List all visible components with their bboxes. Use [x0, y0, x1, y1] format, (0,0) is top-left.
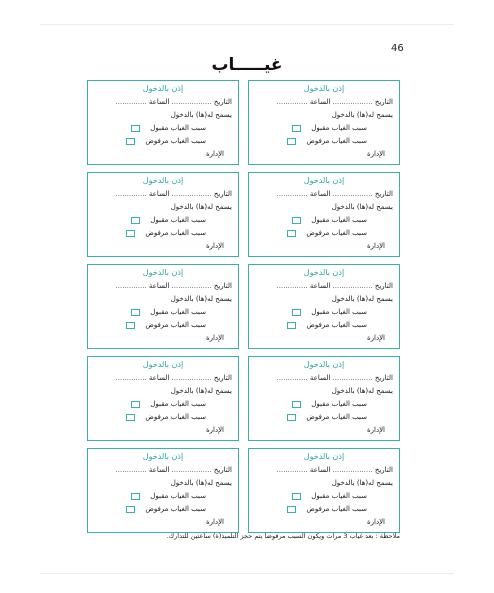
date-field[interactable]: ..................: [332, 190, 373, 198]
allowed-entry-text: يسمح له(ها) بالدخول: [170, 387, 232, 395]
top-rule: [40, 24, 454, 25]
reason-rejected-label: سبب الغياب مرفوض: [306, 137, 367, 145]
reason-accepted-checkbox[interactable]: [292, 401, 301, 408]
time-field[interactable]: ..............: [115, 466, 147, 474]
time-field[interactable]: ..............: [115, 282, 147, 290]
date-time-row: [94, 96, 232, 109]
reason-rejected-label: سبب الغياب مرفوض: [306, 413, 367, 421]
page-title: غيـــــاب: [211, 55, 283, 75]
time-label: الساعة: [148, 98, 170, 106]
date-time-row: [255, 372, 393, 385]
permission-slip-card: [248, 448, 400, 533]
time-field[interactable]: ..............: [276, 98, 308, 106]
date-time-row: [255, 280, 393, 293]
slip-title: إذن بالدخول: [142, 176, 184, 185]
time-label: الساعة: [309, 190, 331, 198]
date-label: التاريخ: [374, 466, 393, 474]
time-label: الساعة: [309, 374, 331, 382]
permission-slip-card: [248, 264, 400, 349]
date-label: التاريخ: [213, 466, 232, 474]
reason-rejected-checkbox[interactable]: [287, 230, 296, 237]
reason-rejected-checkbox[interactable]: [126, 138, 135, 145]
permission-slip-card: [87, 264, 239, 349]
allowed-entry-text: يسمح له(ها) بالدخول: [170, 111, 232, 119]
reason-accepted-label: سبب الغياب مقبول: [311, 492, 367, 500]
time-field[interactable]: ..............: [115, 190, 147, 198]
footer-note: ملاحظة : بعد غياب 3 مرات ويكون السبب مرفوضا يتم حجز التلميذ(ة) ساعتين للتدارك.: [166, 532, 400, 540]
reason-rejected-checkbox[interactable]: [287, 138, 296, 145]
allowed-entry-text: يسمح له(ها) بالدخول: [331, 387, 393, 395]
date-label: التاريخ: [374, 282, 393, 290]
reason-rejected-checkbox[interactable]: [126, 506, 135, 513]
reason-accepted-label: سبب الغياب مقبول: [311, 308, 367, 316]
date-time-row: [94, 188, 232, 201]
date-label: التاريخ: [213, 98, 232, 106]
date-label: التاريخ: [213, 374, 232, 382]
reason-accepted-row: [255, 122, 393, 135]
allowed-entry-text: يسمح له(ها) بالدخول: [170, 295, 232, 303]
date-field[interactable]: ..................: [332, 374, 373, 382]
time-field[interactable]: ..............: [276, 466, 308, 474]
reason-accepted-label: سبب الغياب مقبول: [311, 124, 367, 132]
page-number: 46: [391, 43, 404, 54]
time-field[interactable]: ..............: [276, 282, 308, 290]
reason-rejected-checkbox[interactable]: [126, 230, 135, 237]
date-time-row: [255, 96, 393, 109]
allowed-entry-text: يسمح له(ها) بالدخول: [331, 111, 393, 119]
reason-accepted-row: [255, 306, 393, 319]
time-field[interactable]: ..............: [115, 98, 147, 106]
reason-rejected-row: [94, 227, 232, 240]
time-label: الساعة: [148, 466, 170, 474]
reason-rejected-row: [255, 135, 393, 148]
reason-accepted-checkbox[interactable]: [131, 493, 140, 500]
reason-rejected-row: [255, 227, 393, 240]
bottom-rule: [40, 573, 454, 574]
date-time-row: [94, 372, 232, 385]
time-label: الساعة: [309, 466, 331, 474]
administration-signature: الإدارة: [366, 334, 385, 342]
permission-slip-card: [87, 356, 239, 441]
permission-slip-card: [87, 448, 239, 533]
reason-accepted-label: سبب الغياب مقبول: [150, 400, 206, 408]
reason-accepted-checkbox[interactable]: [292, 493, 301, 500]
time-label: الساعة: [148, 282, 170, 290]
reason-accepted-row: [94, 122, 232, 135]
slip-title: إذن بالدخول: [142, 360, 184, 369]
reason-accepted-checkbox[interactable]: [131, 125, 140, 132]
reason-accepted-label: سبب الغياب مقبول: [150, 216, 206, 224]
reason-accepted-row: [94, 214, 232, 227]
reason-rejected-label: سبب الغياب مرفوض: [306, 321, 367, 329]
reason-rejected-label: سبب الغياب مرفوض: [306, 229, 367, 237]
reason-rejected-checkbox[interactable]: [126, 322, 135, 329]
reason-rejected-label: سبب الغياب مرفوض: [306, 505, 367, 513]
slip-title: إذن بالدخول: [142, 84, 184, 93]
administration-signature: الإدارة: [366, 518, 385, 526]
reason-rejected-label: سبب الغياب مرفوض: [145, 413, 206, 421]
reason-accepted-row: [94, 398, 232, 411]
reason-accepted-row: [94, 306, 232, 319]
reason-accepted-label: سبب الغياب مقبول: [150, 124, 206, 132]
administration-signature: الإدارة: [366, 426, 385, 434]
reason-rejected-row: [94, 135, 232, 148]
permission-slip-card: [87, 172, 239, 257]
date-time-row: [255, 188, 393, 201]
reason-rejected-label: سبب الغياب مرفوض: [145, 321, 206, 329]
permission-slips-grid: [87, 80, 400, 533]
slip-title: إذن بالدخول: [303, 360, 345, 369]
date-label: التاريخ: [374, 374, 393, 382]
administration-signature: الإدارة: [205, 518, 224, 526]
reason-accepted-checkbox[interactable]: [131, 309, 140, 316]
permission-slip-card: [87, 80, 239, 165]
allowed-entry-text: يسمح له(ها) بالدخول: [170, 203, 232, 211]
date-field[interactable]: ..................: [332, 282, 373, 290]
time-field[interactable]: ..............: [276, 374, 308, 382]
reason-rejected-checkbox[interactable]: [287, 506, 296, 513]
reason-accepted-checkbox[interactable]: [292, 125, 301, 132]
date-time-row: [94, 464, 232, 477]
reason-rejected-row: [255, 411, 393, 424]
date-label: التاريخ: [213, 282, 232, 290]
reason-accepted-label: سبب الغياب مقبول: [150, 308, 206, 316]
reason-accepted-checkbox[interactable]: [292, 217, 301, 224]
reason-rejected-label: سبب الغياب مرفوض: [145, 505, 206, 513]
reason-accepted-row: [255, 214, 393, 227]
reason-rejected-label: سبب الغياب مرفوض: [145, 137, 206, 145]
reason-accepted-label: سبب الغياب مقبول: [311, 400, 367, 408]
time-label: الساعة: [309, 98, 331, 106]
reason-rejected-row: [255, 503, 393, 516]
administration-signature: الإدارة: [366, 150, 385, 158]
reason-accepted-label: سبب الغياب مقبول: [150, 492, 206, 500]
reason-accepted-label: سبب الغياب مقبول: [311, 216, 367, 224]
date-field[interactable]: ..................: [332, 98, 373, 106]
date-time-row: [255, 464, 393, 477]
reason-rejected-row: [255, 319, 393, 332]
date-label: التاريخ: [374, 190, 393, 198]
date-field[interactable]: ..................: [171, 190, 212, 198]
reason-rejected-checkbox[interactable]: [287, 414, 296, 421]
time-label: الساعة: [148, 374, 170, 382]
date-label: التاريخ: [213, 190, 232, 198]
reason-accepted-row: [255, 490, 393, 503]
administration-signature: الإدارة: [366, 242, 385, 250]
allowed-entry-text: يسمح له(ها) بالدخول: [331, 295, 393, 303]
date-time-row: [94, 280, 232, 293]
slip-title: إذن بالدخول: [142, 268, 184, 277]
permission-slip-card: [248, 172, 400, 257]
allowed-entry-text: يسمح له(ها) بالدخول: [170, 479, 232, 487]
time-field[interactable]: ..............: [115, 374, 147, 382]
reason-rejected-label: سبب الغياب مرفوض: [145, 229, 206, 237]
reason-rejected-row: [94, 319, 232, 332]
reason-accepted-checkbox[interactable]: [292, 309, 301, 316]
administration-signature: الإدارة: [205, 242, 224, 250]
administration-signature: الإدارة: [205, 150, 224, 158]
date-field[interactable]: ..................: [171, 98, 212, 106]
time-field[interactable]: ..............: [276, 190, 308, 198]
permission-slip-card: [248, 356, 400, 441]
reason-rejected-checkbox[interactable]: [287, 322, 296, 329]
slip-title: إذن بالدخول: [303, 452, 345, 461]
reason-rejected-checkbox[interactable]: [126, 414, 135, 421]
slip-title: إذن بالدخول: [142, 452, 184, 461]
reason-rejected-row: [94, 503, 232, 516]
allowed-entry-text: يسمح له(ها) بالدخول: [331, 203, 393, 211]
reason-accepted-row: [255, 398, 393, 411]
reason-accepted-row: [94, 490, 232, 503]
date-field[interactable]: ..................: [171, 374, 212, 382]
allowed-entry-text: يسمح له(ها) بالدخول: [331, 479, 393, 487]
administration-signature: الإدارة: [205, 334, 224, 342]
reason-accepted-checkbox[interactable]: [131, 401, 140, 408]
date-field[interactable]: ..................: [171, 466, 212, 474]
time-label: الساعة: [148, 190, 170, 198]
administration-signature: الإدارة: [205, 426, 224, 434]
slip-title: إذن بالدخول: [303, 176, 345, 185]
slip-title: إذن بالدخول: [303, 268, 345, 277]
slip-title: إذن بالدخول: [303, 84, 345, 93]
date-field[interactable]: ..................: [171, 282, 212, 290]
time-label: الساعة: [309, 282, 331, 290]
date-field[interactable]: ..................: [332, 466, 373, 474]
permission-slip-card: [248, 80, 400, 165]
reason-accepted-checkbox[interactable]: [131, 217, 140, 224]
reason-rejected-row: [94, 411, 232, 424]
date-label: التاريخ: [374, 98, 393, 106]
